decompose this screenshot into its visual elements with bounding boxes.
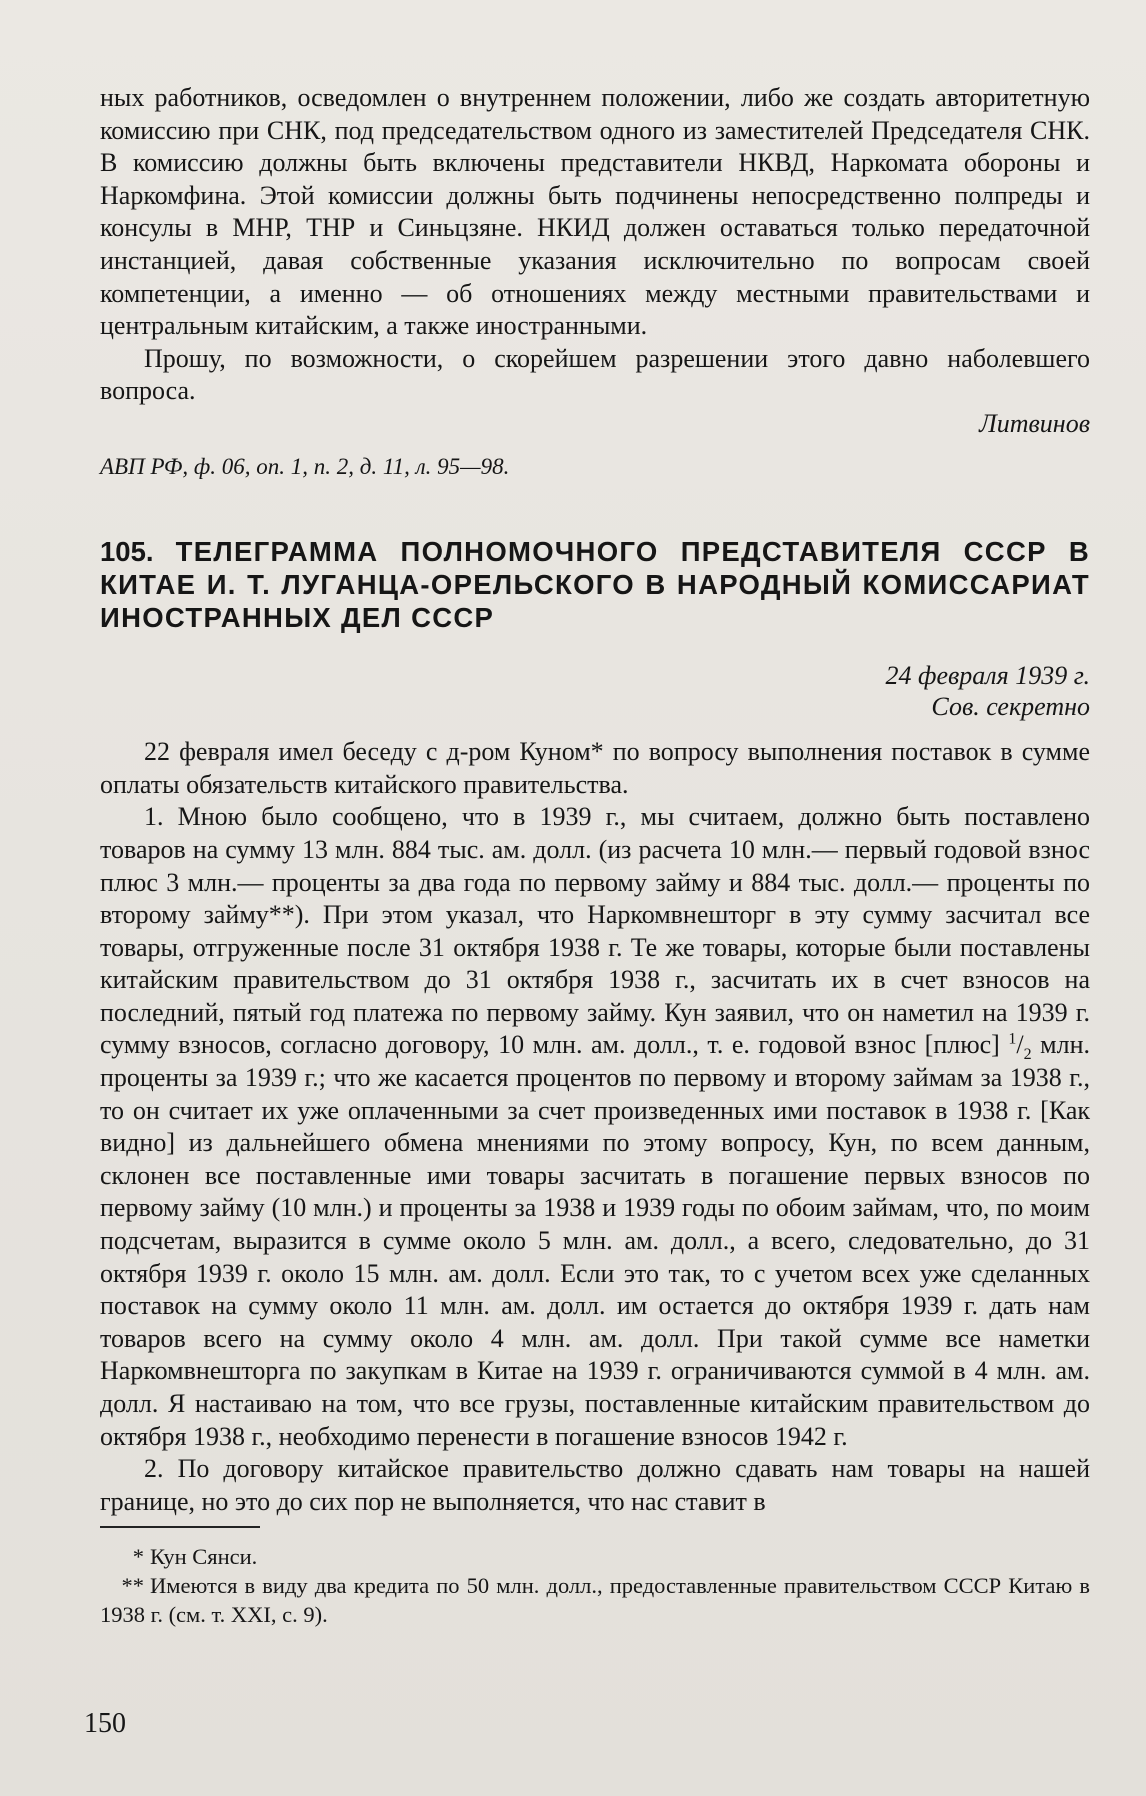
document-title: ТЕЛЕГРАММА ПОЛНОМОЧНОГО ПРЕДСТАВИТЕЛЯ СССР В КИТАЕ И. Т. ЛУГАНЦА-ОРЕЛЬСКОГО В НАРОДНЫЙ КОМИССАРИАТ ИНОСТРАННЫХ ДЕЛ СССР	[100, 536, 1090, 634]
archive-reference: АВП РФ, ф. 06, оп. 1, п. 2, д. 11, л. 95—98.	[100, 453, 510, 479]
footnote-1	[100, 1542, 1090, 1571]
fraction-denominator: 2	[1023, 1046, 1032, 1064]
document-number: 105.	[100, 536, 154, 568]
continued-paragraph: ных работников, осведомлен о внутреннем положении, либо же создать авторитетную комиссию при СНК, под председательством одного из заместителей Председателя СНК. В комиссию должны быть включены представители НКВД, Наркомата обороны и Наркомфина. Этой комиссии должны быть подчинены непосредственно полпреды и консулы в МНР, ТНР и Синьцзяне. НКИД должен оставаться только передаточной инстанцией, давая собственные указания исключительно по вопросам своей компетенции, а именно — об отношениях между местными правительствами и центральным китайским, а также иностранными.	[100, 83, 1090, 341]
fraction-numerator: 1	[1008, 1030, 1017, 1048]
page-number: 150	[84, 1708, 126, 1739]
document-heading	[100, 535, 1090, 634]
request-paragraph: Прошу, по возможности, о скорейшем разрешении этого давно наболевшего вопроса.	[100, 343, 1090, 406]
footnote-1-mark: *	[132, 1544, 144, 1570]
intro-paragraph: 22 февраля имел беседу с д-ром Куном* по вопросу выполнения поставок в сумме оплаты обязательств китайского правительства.	[100, 737, 1090, 799]
classification-stamp: Сов. секретно	[931, 692, 1090, 722]
point-1-paragraph: 1. Мною было сообщено, что в 1939 г., мы считаем, должно быть поставлено товаров на сумму 13 млн. 884 тыс. ам. долл. (из расчета 10 млн.— первый годовой взнос плюс 3 млн.— проценты за два года по первому займу и 884 тыс. долл.— проценты по второму займу**). При этом указал, что Наркомвнешторг в эту сумму засчитал все товары, отгруженные после 31 октября 1938 г. Те же товары, которые были поставлены китайским правительством до 31 октября 1938 г., засчитать их в счет взносов на последний, пятый год платежа по первому займу. Кун заявил, что он наметил на 1939 г. сумму взносов, согласно договору, 10 млн. ам. долл., т. е. годовой взнос [плюс] $^1/_2$ млн. проценты за 1939 г.; что же касается процентов по первому и второму займам за 1938 г., то он считает их уже оплаченными за счет произведенных ими поставок в 1938 г. [Как видно] из дальнейшего обмена мнениями по этому вопросу, Кун, по всем данным, склонен все поставленные ими товары засчитать в погашение первых взносов по первому займу (10 млн.) и проценты за 1938 и 1939 годы по обоим займам, что, по моим подсчетам, выразится в сумме около 5 млн. ам. долл., а всего, следовательно, до 31 октября 1939 г. около 15 млн. ам. долл. Если это так, то с учетом всех уже сделанных поставок на сумму около 11 млн. ам. долл. им остается до октября 1939 г. дать нам товаров всего на сумму около 4 млн. ам. долл. При такой сумме все наметки Наркомвнешторга по закупкам в Китае на 1939 г. ограничиваются суммой в 4 млн. ам. долл. Я настаиваю на том, что все грузы, поставленные китайским правительством до октября 1938 г., необходимо перенести в погашение взносов 1942 г.	[100, 802, 1091, 1451]
footnote-divider	[100, 1526, 260, 1528]
footnote-2	[100, 1571, 1090, 1629]
text-column	[100, 82, 1090, 1629]
footnote-2-mark: **	[121, 1573, 144, 1599]
footnote-1-text: Кун Сянси.	[150, 1544, 258, 1570]
date-block	[100, 660, 1090, 722]
point-1-text-a: 1. Мною было сообщено, что в 1939 г., мы считаем, должно быть поставлено товаров на сумму 13 млн. 884 тыс. ам. долл. (из расчета 10 млн.— первый годовой взнос плюс 3 млн.— проценты за два года по первому займу и 884 тыс. долл.— проценты по второму займу**). При этом указал, что Наркомвнешторг в эту сумму засчитал все товары, отгруженные после 31 октября 1938 г. Те же товары, которые были поставлены китайским правительством до 31 октября 1938 г., засчитать их в счет взносов на последний, пятый год платежа по первому займу. Кун заявил, что он наметил на 1939 г. сумму взносов, согласно договору, 10 млн. ам. долл., т. е. годовой взнос [плюс]	[100, 802, 1090, 1060]
point-2-paragraph: 2. По договору китайское правительство должно сдавать нам товары на нашей границе, но это до сих пор не выполняется, что нас ставит в	[100, 1454, 1090, 1516]
document-date: 24 февраля 1939 г.	[885, 661, 1090, 691]
signature: Литвинов	[979, 408, 1090, 438]
footnote-2-text: Имеются в виду два кредита по 50 млн. долл., предоставленные правительством СССР Китаю в 1938 г. (см. т. XXI, с. 9).	[100, 1573, 1090, 1628]
point-1-text-b: млн. проценты за 1939 г.; что же касается процентов по первому и второму займам за 1938 г., то он считает их уже оплаченными за счет произведенных ими поставок в 1938 г. [Как видно] из дальнейшего обмена мнениями по этому вопросу, Кун, по всем данным, склонен все поставленные ими товары засчитать в погашение первых взносов по первому займу (10 млн.) и проценты за 1938 и 1939 годы по обоим займам, что, по моим подсчетам, выразится в сумме около 5 млн. ам. долл., а всего, следовательно, до 31 октября 1939 г. около 15 млн. ам. долл. Если это так, то с учетом всех уже сделанных поставок на сумму около 11 млн. ам. долл. им остается до октября 1939 г. дать нам товаров всего на сумму около 4 млн. ам. долл. При такой сумме все наметки Наркомвнешторга по закупкам в Китае на 1939 г. ограничиваются суммой в 4 млн. ам. долл. Я настаиваю на том, что все грузы, поставленные китайским правительством до октября 1938 г., необходимо перенести в погашение взносов 1942 г.	[100, 1030, 1091, 1451]
